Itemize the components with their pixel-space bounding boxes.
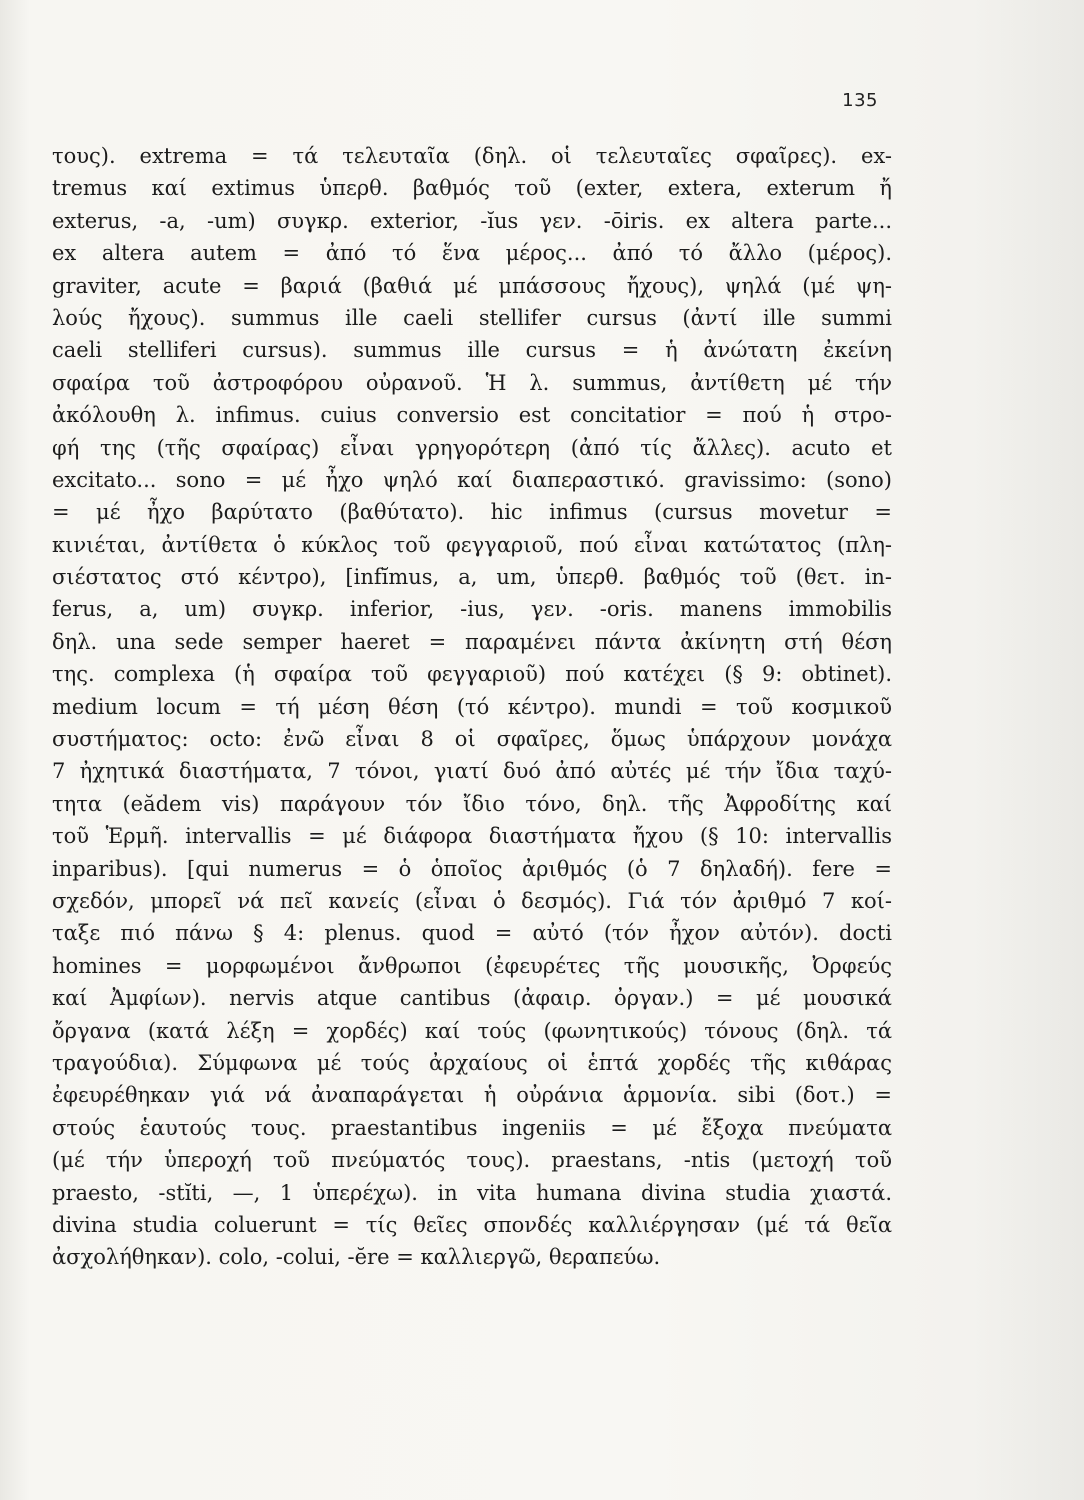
text-line: divina studia coluerunt = τίς θεῖες σπονδές καλλιέργησαν (μέ τά θεῖα: [52, 1212, 892, 1237]
text-line: λούς ἤχους). summus ille caeli stellifer cursus (ἀντί ille summi: [52, 305, 892, 330]
page-edge-shadow: [974, 0, 1084, 1500]
text-line: συστήματος: octo: ἐνῶ εἶναι 8 οἱ σφαῖρες, ὅμως ὑπάρχουν μονάχα: [52, 727, 892, 752]
text-line: κινιέται, ἀντίθετα ὁ κύκλος τοῦ φεγγαριοῦ, πού εἶναι κατώτατος (πλη-: [52, 532, 892, 557]
text-line: ἐφευρέθηκαν γιά νά ἀναπαράγεται ἡ οὐράνια ἁρμονία. sibi (δοτ.) =: [52, 1083, 892, 1108]
text-line: ferus, a, um) συγκρ. inferior, -ius, γεν. -oris. manens immobilis: [52, 597, 892, 622]
text-line: inparibus). [qui numerus = ὁ ὁποῖος ἀριθμός (ὁ 7 δηλαδή). fere =: [52, 856, 892, 881]
text-line: τους). extrema = τά τελευταῖα (δηλ. οἱ τελευταῖες σφαῖρες). ex-: [52, 144, 892, 168]
text-line: δηλ. una sede semper haeret = παραμένει πάντα ἀκίνητη στή θέση: [52, 629, 892, 654]
text-line: = μέ ἦχο βαρύτατο (βαθύτατο). hic infimus (cursus movetur =: [52, 500, 892, 525]
text-line: στούς ἑαυτούς τους. praestantibus ingeniis = μέ ἔξοχα πνεύματα: [52, 1115, 892, 1140]
page-number: 135: [842, 90, 878, 111]
text-line: ταξε πιό πάνω § 4: plenus. quod = αὐτό (τόν ἦχον αὐτόν). docti: [52, 921, 892, 946]
text-line: graviter, acute = βαριά (βαθιά μέ μπάσσους ἤχους), ψηλά (μέ ψη-: [52, 273, 892, 298]
text-line: 7 ἠχητικά διαστήματα, 7 τόνοι, γιατί δυό ἀπό αὐτές μέ τήν ἴδια ταχύ-: [52, 759, 892, 784]
text-line: σχεδόν, μπορεῖ νά πεῖ κανείς (εἶναι ὁ δεσμός). Γιά τόν ἀριθμό 7 κοί-: [52, 888, 892, 913]
commentary-text: [52, 140, 892, 1274]
text-line: ὄργανα (κατά λέξη = χορδές) καί τούς (φωνητικούς) τόνους (δηλ. τά: [52, 1018, 892, 1043]
text-line: tremus καί extimus ὑπερθ. βαθμός τοῦ (exter, extera, exterum ἤ: [52, 176, 892, 201]
text-line: ἀσχολήθηκαν). colo, -colui, -ĕre = καλλιεργῶ, θεραπεύω.: [52, 1245, 661, 1270]
text-line: της. complexa (ἡ σφαίρα τοῦ φεγγαριοῦ) πού κατέχει (§ 9: obtinet).: [52, 662, 892, 687]
text-line: excitato... sono = μέ ἦχο ψηλό καί διαπεραστικό. gravissimo: (sono): [52, 467, 892, 492]
text-line: τητα (eădem vis) παράγουν τόν ἴδιο τόνο, δηλ. τῆς Ἀφροδίτης καί: [52, 791, 892, 816]
text-line: caeli stelliferi cursus). summus ille cursus = ἡ ἀνώτατη ἐκείνη: [52, 338, 892, 363]
text-line: τραγούδια). Σύμφωνα μέ τούς ἀρχαίους οἱ ἑπτά χορδές τῆς κιθάρας: [52, 1050, 892, 1075]
text-line: σιέστατος στό κέντρο), [infĭmus, a, um, ὑπερθ. βαθμός τοῦ (θετ. in-: [52, 565, 892, 590]
text-line: καί Ἀμφίων). nervis atque cantibus (ἀφαιρ. ὀργαν.) = μέ μουσικά: [52, 986, 892, 1011]
text-line: medium locum = τή μέση θέση (τό κέντρο). mundi = τοῦ κοσμικοῦ: [52, 694, 892, 719]
text-line: σφαίρα τοῦ ἀστροφόρου οὐρανοῦ. Ἡ λ. summus, ἀντίθετη μέ τήν: [52, 370, 892, 395]
text-line: τοῦ Ἑρμῆ. intervallis = μέ διάφορα διαστήματα ἤχου (§ 10: intervallis: [52, 824, 892, 849]
text-line: ἀκόλουθη λ. infimus. cuius conversio est concitatior = πού ἡ στρο-: [52, 403, 892, 428]
text-line: φή της (τῆς σφαίρας) εἶναι γρηγορότερη (ἀπό τίς ἄλλες). acuto et: [52, 435, 892, 460]
text-line: homines = μορφωμένοι ἄνθρωποι (ἐφευρέτες τῆς μουσικῆς, Ὀρφεύς: [52, 953, 892, 978]
text-line: ex altera autem = ἀπό τό ἕνα μέρος... ἀπό τό ἄλλο (μέρος).: [52, 241, 892, 266]
text-line: exterus, -a, -um) συγκρ. exterior, -ĭus γεν. -ōiris. ex altera parte...: [52, 208, 892, 233]
text-line: praesto, -stĭti, —, 1 ὑπερέχω). in vita humana divina studia χιαστά.: [52, 1180, 892, 1205]
text-line: (μέ τήν ὑπεροχή τοῦ πνεύματός τους). praestans, -ntis (μετοχή τοῦ: [52, 1148, 892, 1173]
